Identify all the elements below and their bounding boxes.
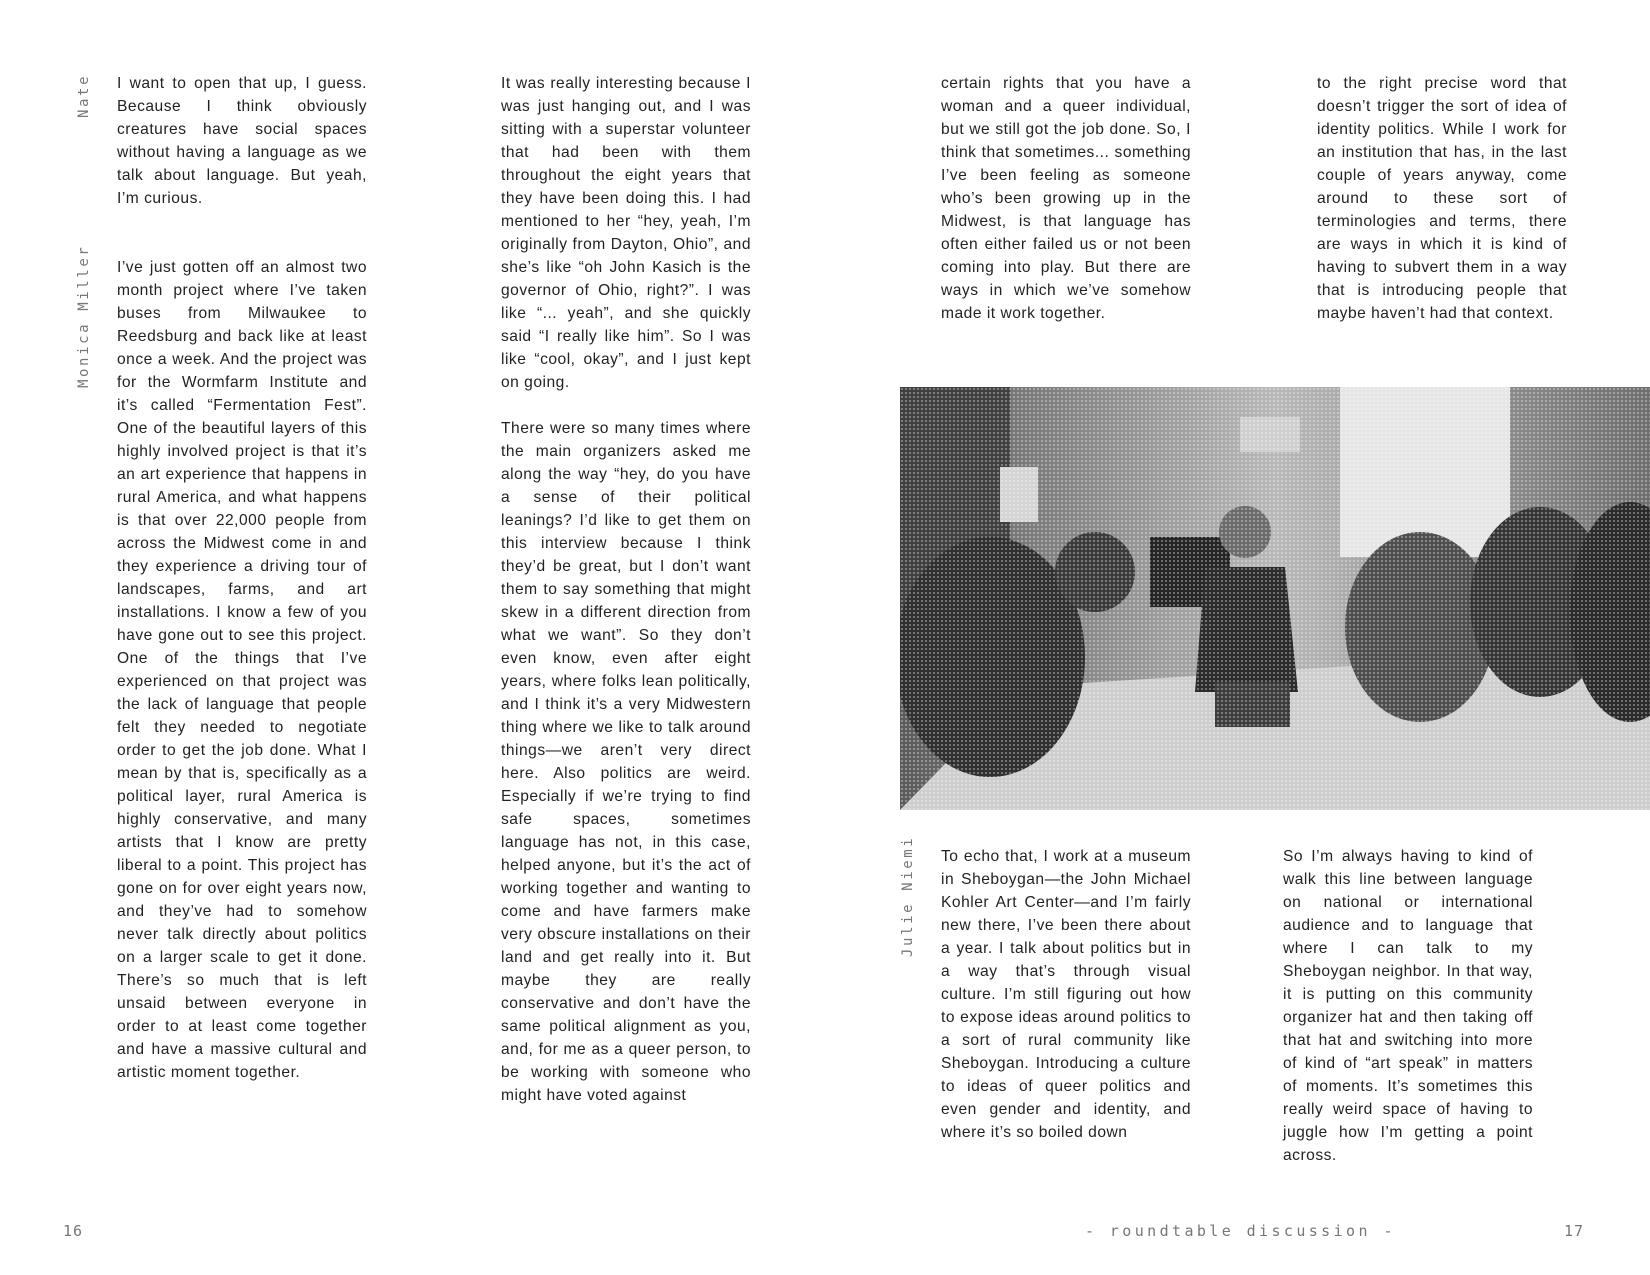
speaker-label-nate: Nate <box>76 73 92 118</box>
nate-column <box>117 72 367 210</box>
column-2 <box>501 72 751 1107</box>
nate-paragraph: I want to open that up, I guess. Because I think obviously creatures have social spaces without having a language as we talk about language. But yeah, I’m curious. <box>117 75 367 207</box>
column-last-paragraph: So I’m always having to kind of walk this line between language on national or international audience and to language that where I can talk to my Sheboygan neighbor. In that way, it is putting on this community organizer hat and then taking off that hat and switching into more of kind of “art speak” in matters of moments. It’s sometimes this really weird space of having to juggle how I’m getting a point across. <box>1283 848 1533 1164</box>
page-number-left: 16 <box>63 1222 84 1240</box>
speaker-label-monica-miller: Monica Miller <box>76 244 92 388</box>
monica-column <box>117 256 367 1084</box>
page-number-right: 17 <box>1564 1222 1585 1240</box>
halftone-photo-graphic <box>900 387 1650 810</box>
column-4-top <box>1317 72 1567 325</box>
section-title: - roundtable discussion - <box>1085 1222 1396 1240</box>
column-4-top-paragraph: to the right precise word that doesn’t trigger the sort of idea of identity politics. While I work for an institution that has, in the last couple of years anyway, come around to these sort of terminologies and terms, there are ways in which it is kind of having to subvert them in a way that is introducing people that maybe haven’t had that context. <box>1317 75 1567 322</box>
column-2-paragraph-1: It was really interesting because I was just hanging out, and I was sitting with a superstar volunteer that had been with them throughout the eight years that they have been doing this. I had mentioned to her “hey, yeah, I’m originally from Dayton, Ohio”, and she’s like “oh John Kasich is the governor of Ohio, right?”. I was like “... yeah”, and she quickly said “I really like him”. So I was like “cool, okay”, and I just kept on going. <box>501 75 751 391</box>
roundtable-photo <box>900 387 1650 810</box>
column-3-top-paragraph: certain rights that you have a woman and a queer individual, but we still got the job done. So, I think that sometimes... something I’ve been feeling as someone who’s been growing up in the Midwest, is that language has often either failed us or not been coming into play. But there are ways in which we’ve somehow made it work together. <box>941 75 1191 322</box>
speaker-label-julie-niemi: Julie Niemi <box>900 835 916 957</box>
julie-paragraph: To echo that, I work at a museum in Sheboygan—the John Michael Kohler Art Center—and I’m fairly new there, I’ve been there about a year. I talk about politics but in a way that’s through visual culture. I’m still figuring out how to expose ideas around politics to a sort of rural community like Sheboygan. Introducing a culture to ideas of queer politics and even gender and identity, and where it’s so boiled down <box>941 848 1191 1141</box>
column-3-top <box>941 72 1191 325</box>
column-last <box>1283 845 1533 1167</box>
column-2-paragraph-2: There were so many times where the main organizers asked me along the way “hey, do you have a sense of their political leanings? I’d like to get them on this interview because I think they’d be great, but I don’t want them to say something that might skew in a different direction from what we want”. So they don’t even know, even after eight years, where folks lean politically, and I think it’s a very Midwestern thing where we like to talk around things—we aren’t very direct here. Also politics are weird. Especially if we’re trying to find safe spaces, sometimes language has not, in this case, helped anyone, but it’s the act of working together and wanting to come and have farmers make very obscure installations on their land and get really into it. But maybe they are really conservative and don’t have the same political alignment as you, and, for me as a queer person, to be working with someone who might have voted against <box>501 420 751 1104</box>
julie-column <box>941 845 1191 1144</box>
monica-paragraph: I’ve just gotten off an almost two month project where I’ve taken buses from Milwaukee to Reedsburg and back like at least once a week. And the project was for the Wormfarm Institute and it’s called “Fermentation Fest”. One of the beautiful layers of this highly involved project is that it’s an art experience that happens in rural America, and what happens is that over 22,000 people from across the Midwest come in and they experience a driving tour of landscapes, farms, and art installations. I know a few of you have gone out to see this project. One of the things that I’ve experienced on that project was the lack of language that people felt they needed to negotiate order to get the job done. What I mean by that is, specifically as a political layer, rural America is highly conservative, and many artists that I know are pretty liberal to a point. This project has gone on for over eight years now, and they’ve had to somehow never talk directly about politics on a larger scale to get it done. There’s so much that is left unsaid between everyone in order to at least come together and have a massive cultural and artistic moment together. <box>117 259 367 1081</box>
